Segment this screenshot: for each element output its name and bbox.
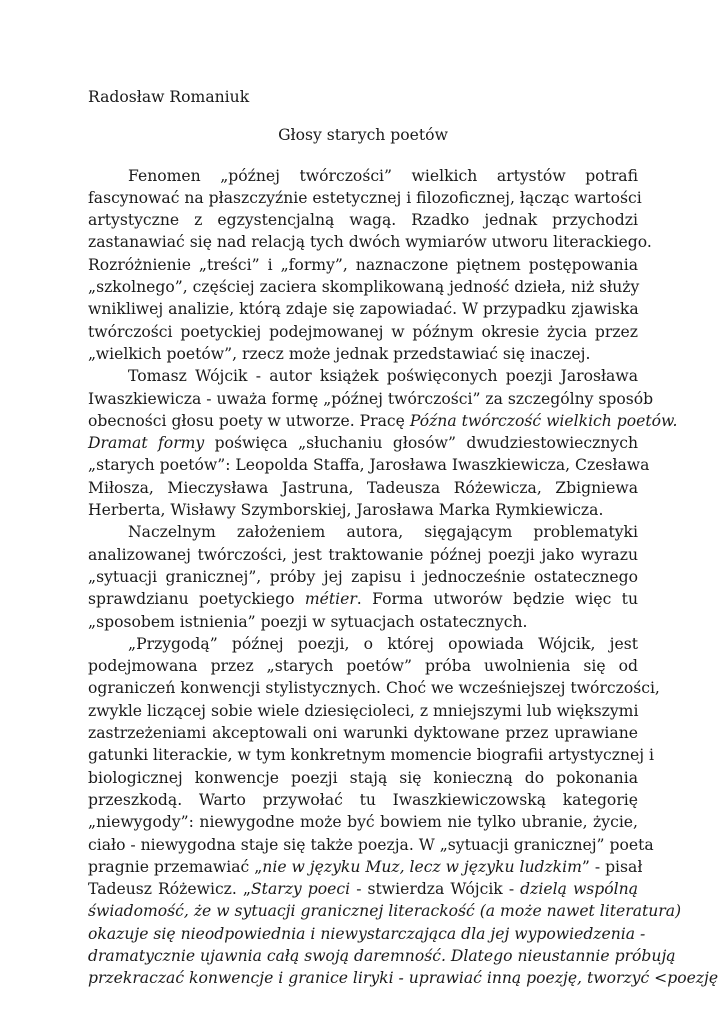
text-run: Rozróżnienie „treści” i „formy”, naznaczone piętnem postępowania (88, 255, 638, 274)
text-run: Fenomen „późnej twórczości” wielkich artystów potrafi (128, 166, 638, 185)
text-run: - stwierdza Wójcik - (350, 880, 521, 899)
text-line (88, 789, 638, 811)
italic-text: Starzy poeci (251, 880, 351, 899)
text-line (88, 967, 719, 989)
text-line (88, 811, 638, 833)
text-run: ” - pisał (581, 857, 643, 876)
text-line (88, 298, 638, 320)
text-run: Tomasz Wójcik - autor książek poświęconych poezji Jarosława (128, 367, 638, 386)
text-run: Iwaszkiewicza - uważa formę „późnej twórczości” za szczególny sposób (88, 389, 654, 408)
text-line (88, 410, 678, 432)
text-run: obecności głosu poety w utworze. Pracę (88, 411, 410, 430)
text-run: . Forma utworów będzie więc tu (356, 590, 638, 609)
text-line (88, 544, 638, 566)
text-run: wnikliwej analizie, którą zdaje się zapowiadać. W przypadku zjawiska (88, 300, 639, 319)
italic-text: okazuje się nieodpowiednia i niewystarczająca dla jej wypowiedzenia - (88, 924, 646, 943)
italic-text: dramatycznie ujawnia całą swoją daremność. Dlatego nieustannie próbują (88, 946, 676, 965)
italic-text: przekraczać konwencje i granice liryki - uprawiać inną poezję, tworzyć <poezję (88, 969, 719, 988)
text-run: pragnie przemawiać „ (88, 857, 263, 876)
text-run: gatunki literackie, w tym konkretnym momencie biografii artystycznej i (88, 746, 655, 765)
text-run: „sposobem istnienia” poezji w sytuacjach ostatecznych. (88, 612, 528, 631)
text-run: przeszkodą. Warto przywołać tu Iwaszkiewiczowską kategorię (88, 790, 638, 809)
text-line (88, 633, 638, 655)
text-line (88, 834, 654, 856)
text-line (88, 900, 682, 922)
text-line (88, 365, 638, 387)
text-run: „sytuacji granicznej”, próby jej zapisu i jednocześnie ostatecznego (88, 567, 638, 586)
text-line (88, 521, 638, 543)
paragraph (88, 165, 652, 366)
text-line (88, 388, 654, 410)
text-line (88, 878, 638, 900)
text-line (88, 611, 638, 633)
text-line (88, 588, 638, 610)
italic-text: Dramat formy (88, 434, 205, 453)
text-run: biologicznej konwencje poezji stają się konieczną do pokonania (88, 768, 638, 787)
text-line (88, 767, 638, 789)
paragraph (88, 521, 638, 632)
text-line (88, 209, 638, 231)
text-line (88, 165, 638, 187)
text-run: „starych poetów”: Leopolda Staffa, Jarosława Iwaszkiewicza, Czesława (88, 456, 650, 475)
text-line (88, 254, 638, 276)
text-line (88, 700, 638, 722)
text-run: zwykle liczącej sobie wiele dziesięcioleci, z mniejszymi lub większymi (88, 701, 639, 720)
italic-text: dzielą wspólną (520, 880, 638, 899)
text-run: „niewygody”: niewygodne może być bowiem nie tylko ubranie, życie, (88, 813, 638, 832)
text-run: Tadeusz Różewicz. „ (88, 880, 251, 899)
text-line (88, 432, 638, 454)
italic-text: świadomość, że w sytuacji granicznej literackość (a może nawet literatura) (88, 902, 682, 921)
text-line (88, 187, 642, 209)
italic-text: Późna twórczość wielkich poetów. (409, 411, 678, 430)
document-body (88, 165, 719, 990)
text-line (88, 321, 638, 343)
text-line (88, 231, 652, 253)
text-line (88, 923, 646, 945)
text-line (88, 856, 643, 878)
text-line (88, 566, 638, 588)
document-title: Głosy starych poetów (278, 126, 448, 145)
text-run: analizowanej twórczości, jest traktowanie późnej poezji jako wyrazu (88, 545, 638, 564)
text-run: artystyczne z egzystencjalną wagą. Rzadko jednak przychodzi (88, 211, 638, 230)
text-line (88, 655, 638, 677)
text-line (88, 945, 676, 967)
paragraph (88, 633, 719, 990)
text-line (88, 454, 650, 476)
text-run: Miłosza, Mieczysława Jastruna, Tadeusza Różewicza, Zbigniewa (88, 478, 638, 497)
text-run: poświęca „słuchaniu głosów” dwudziestowiecznych (204, 434, 638, 453)
text-run: zastrzeżeniami akceptowali oni warunki dyktowane przez uprawiane (88, 724, 638, 743)
paragraph (88, 365, 678, 521)
text-run: Naczelnym założeniem autora, sięgającym problematyki (128, 523, 638, 542)
text-run: zastanawiać się nad relacją tych dwóch wymiarów utworu literackiego. (88, 233, 652, 252)
text-line (88, 499, 638, 521)
document-page (88, 86, 719, 990)
author-name: Radosław Romaniuk (88, 88, 250, 106)
text-run: Herberta, Wisławy Szymborskiej, Jarosława Marka Rymkiewicza. (88, 501, 604, 520)
text-run: „szkolnego”, częściej zaciera skomplikowaną jedność dzieła, niż służy (88, 278, 640, 297)
italic-text: nie w języku Muz, lecz w języku ludzkim (262, 857, 582, 876)
text-line (88, 744, 655, 766)
text-run: fascynować na płaszczyźnie estetycznej i filozoficznej, łącząc wartości (88, 188, 642, 207)
text-line (88, 722, 638, 744)
text-run: „wielkich poetów”, rzecz może jednak przedstawiać się inaczej. (88, 344, 591, 363)
text-run: „Przygodą” późnej poezji, o której opowiada Wójcik, jest (128, 634, 638, 653)
text-line (88, 343, 638, 365)
text-line (88, 477, 638, 499)
text-line (88, 276, 638, 298)
text-line (88, 677, 660, 699)
text-run: sprawdzianu poetyckiego (88, 590, 305, 609)
text-run: podejmowana przez „starych poetów” próba uwolnienia się od (88, 657, 638, 676)
text-run: twórczości poetyckiej podejmowanej w późnym okresie życia przez (88, 322, 638, 341)
text-run: ciało - niewygodna staje się także poezja. W „sytuacji granicznej” poeta (88, 835, 654, 854)
text-run: ograniczeń konwencji stylistycznych. Choć we wcześniejszej twórczości, (88, 679, 660, 698)
italic-text: métier (304, 590, 357, 609)
